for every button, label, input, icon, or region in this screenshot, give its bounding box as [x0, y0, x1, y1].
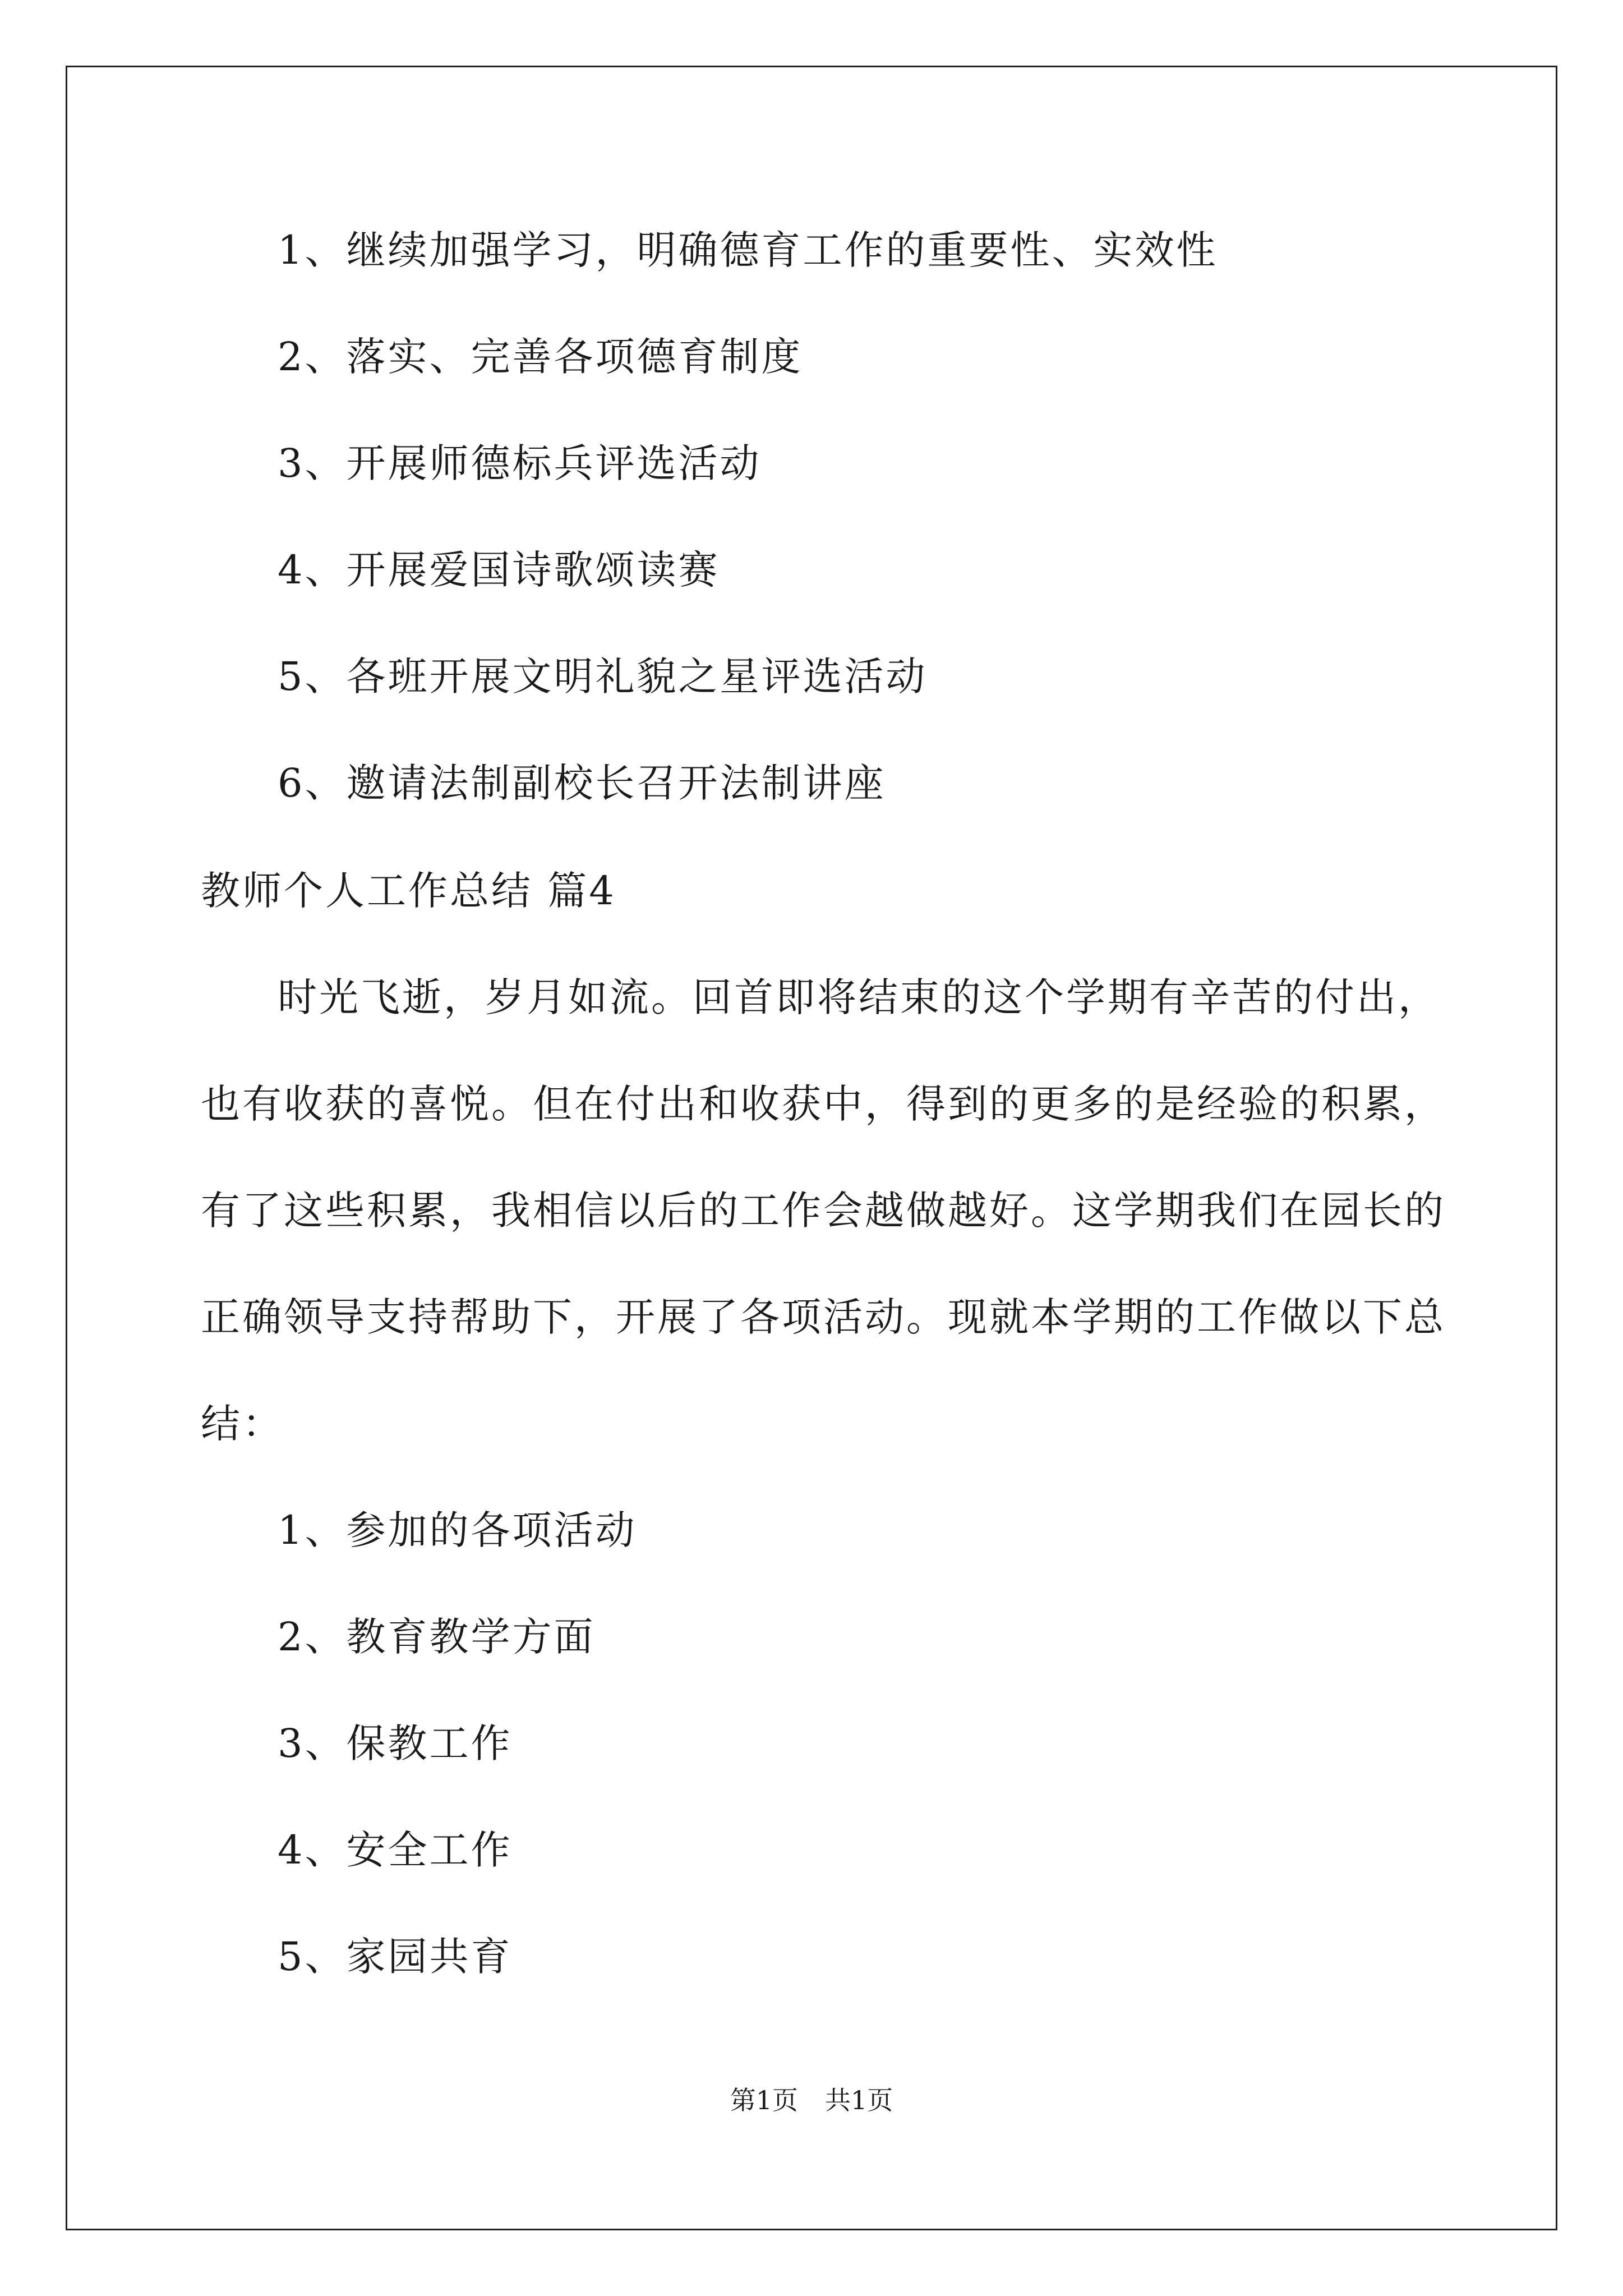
list-item: 4、开展爱国诗歌颂读赛 [278, 547, 720, 593]
section-heading: 教师个人工作总结 篇4 [201, 868, 616, 914]
list-item: 6、邀请法制副校长召开法制讲座 [278, 760, 886, 806]
page-number-total: 共1页 [825, 2085, 893, 2115]
paragraph-line: 正确领导支持帮助下，开展了各项活动。现就本学期的工作做以下总 [201, 1294, 1446, 1340]
paragraph-line: 有了这些积累，我相信以后的工作会越做越好。这学期我们在园长的 [201, 1188, 1446, 1234]
list-item: 4、安全工作 [278, 1827, 513, 1873]
list-item: 1、参加的各项活动 [278, 1507, 637, 1553]
list-item: 5、各班开展文明礼貌之星评选活动 [278, 654, 928, 700]
list-item: 1、继续加强学习，明确德育工作的重要性、实效性 [278, 227, 1218, 273]
paragraph-line: 时光飞逝，岁月如流。回首即将结束的这个学期有辛苦的付出， [278, 974, 1440, 1020]
list-item: 3、保教工作 [278, 1720, 513, 1766]
paragraph-line: 也有收获的喜悦。但在付出和收获中，得到的更多的是经验的积累， [201, 1081, 1446, 1127]
page-footer [0, 2083, 1623, 2117]
page-border [66, 66, 1557, 2230]
list-item: 2、教育教学方面 [278, 1614, 596, 1660]
list-item: 2、落实、完善各项德育制度 [278, 334, 803, 380]
list-item: 3、开展师德标兵评选活动 [278, 440, 762, 486]
paragraph-line: 结： [201, 1401, 284, 1447]
page-number-current: 第1页 [730, 2085, 798, 2115]
list-item: 5、家园共育 [278, 1934, 513, 1980]
